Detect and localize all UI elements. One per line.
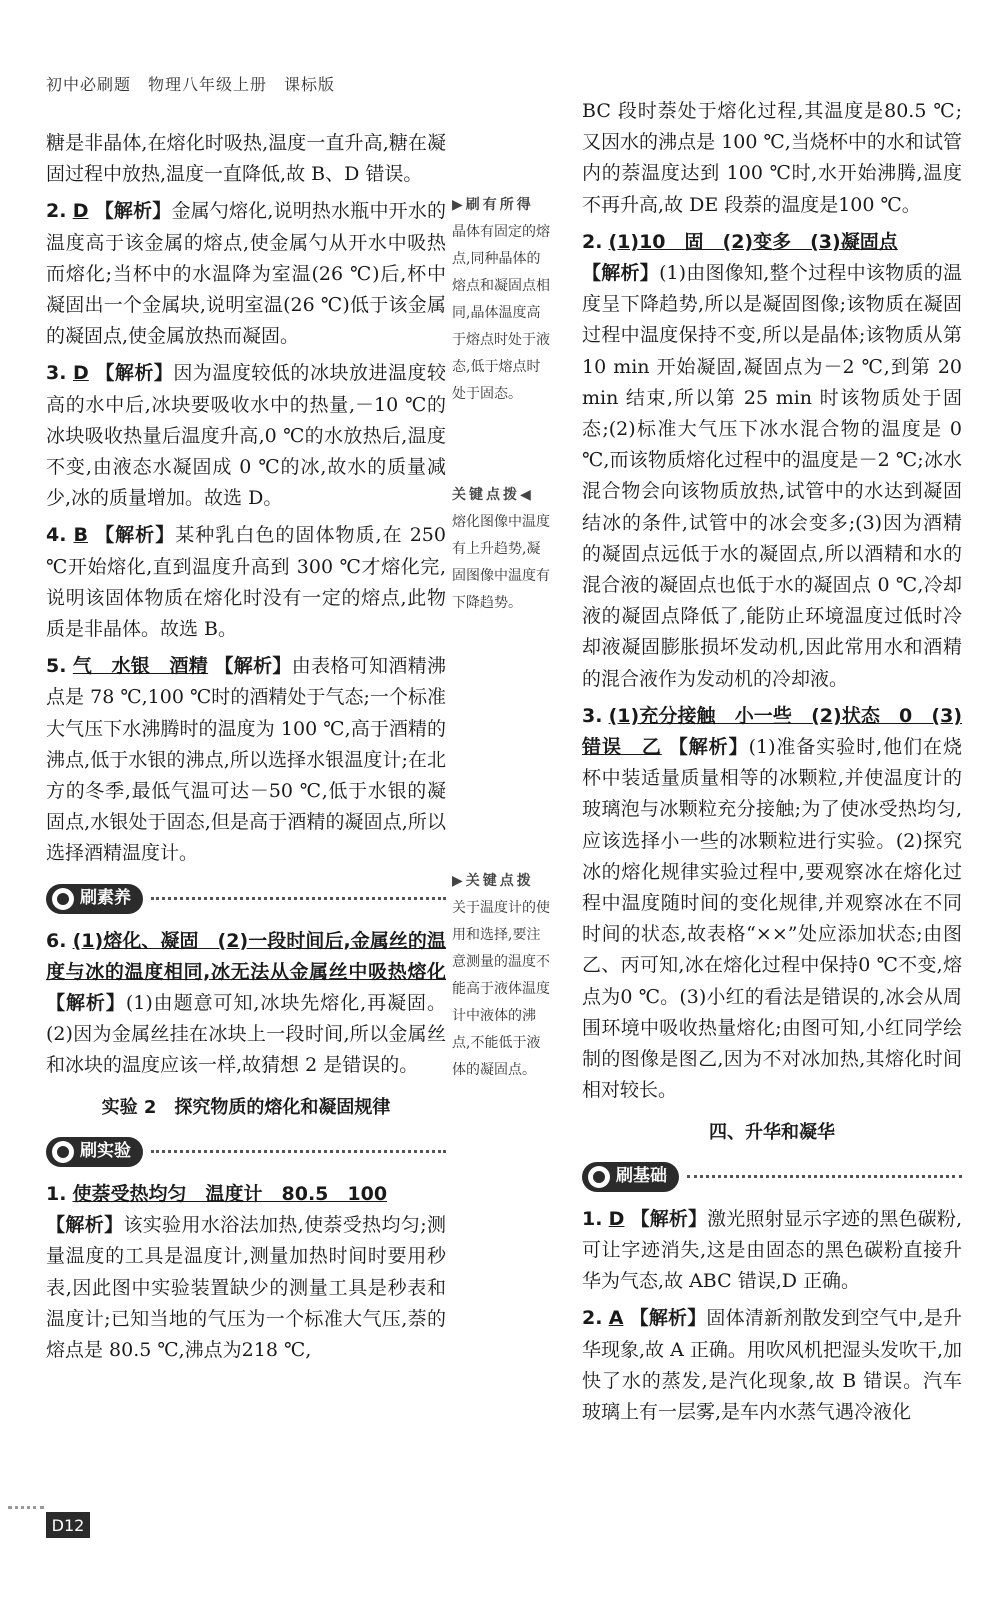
analysis-tag: 【解析】 bbox=[46, 992, 126, 1015]
section-badge-suyang bbox=[46, 882, 446, 916]
answer: D bbox=[608, 1207, 625, 1230]
footer-dots bbox=[8, 1506, 44, 1509]
question-6 bbox=[46, 926, 446, 1082]
analysis-text: (1)由图像知,整个过程中该物质的温度呈下降趋势,所以是凝固图像;该物质在凝固过程中温度保持不变,所以是晶体;该物质从第 10 min 开始凝固,凝固点为－2 ℃,到第 20 min 结束,所以第 25 min 时该物质处于固态;(2)标准大气压下冰水混合物的温度是 0 ℃,而该物质熔化过程中的温度是－2 ℃;冰水混合物会向该物质放热,试管中的水达到凝固结冰的条件,试管中的冰会变多;(3)因为酒精的凝固点远低于水的凝固点,所以酒精和水的混合液的凝固点也低于水的凝固点 0 ℃,冷却液的凝固点降低了,能防止环境温度过低时冷却液凝固膨胀损坏发动机,因此常用水和酒精的混合液作为发动机的冷却液。 bbox=[582, 262, 962, 690]
analysis-tag: 【解析】 bbox=[46, 1214, 124, 1237]
analysis-text: 该实验用水浴法加热,使萘受热均匀;测量温度的工具是温度计,测量加热时间时要用秒表,因此图中实验装置缺少的测量工具是秒表和温度计;已知当地的气压为一个标准大气压,萘的熔点是 80.5 ℃,沸点为218 ℃, bbox=[46, 1214, 446, 1361]
answer: 使萘受热均匀 温度计 80.5 100 bbox=[72, 1182, 388, 1205]
dotted-rule bbox=[687, 1175, 962, 1178]
answer: A bbox=[608, 1307, 624, 1330]
side-note-text: 关于温度计的使用和选择,要注意测量的温度不能高于液体温度计中液体的沸点,不能低于液体的凝固点。 bbox=[452, 900, 550, 1078]
badge-label: 刷基础 bbox=[616, 1166, 667, 1187]
brush-icon bbox=[588, 1166, 610, 1188]
analysis-tag: 【解析】 bbox=[582, 262, 660, 285]
question-number: 2. bbox=[46, 200, 67, 223]
answer: (1)充分接触 小一些 (2)状态 0 (3)错误 乙 bbox=[582, 704, 963, 759]
analysis-text: 激光照射显示字迹的黑色碳粉,可让字迹消失,这是由固态的黑色碳粉直接升华为气态,故 ABC 错误,D 正确。 bbox=[582, 1207, 962, 1293]
analysis-tag: 【解析】 bbox=[630, 1207, 708, 1230]
side-note-text: 熔化图像中温度有上升趋势,凝固图像中温度有下降趋势。 bbox=[452, 514, 550, 611]
side-note-heading: 关键点拨◀ bbox=[452, 487, 534, 503]
analysis-text: 某种乳白色的固体物质,在 250 ℃开始熔化,直到温度升高到 300 ℃才熔化完,说明该固体物质在熔化时没有一定的熔点,此物质是非晶体。故选 B。 bbox=[46, 524, 446, 641]
continued-paragraph: BC 段时萘处于熔化过程,其温度是80.5 ℃;又因水的沸点是 100 ℃,当烧杯中的水和试管内的萘温度达到 100 ℃时,水开始沸腾,温度不再升高,故 DE 段萘的温度是100 ℃。 bbox=[582, 100, 962, 216]
analysis-tag: 【解析】 bbox=[668, 736, 749, 759]
badge-label: 刷实验 bbox=[80, 1141, 131, 1162]
question-number: 3. bbox=[582, 704, 603, 727]
answer: (1)10 固 (2)变多 (3)凝固点 bbox=[608, 230, 898, 253]
side-note-heading: ▶关键点拨 bbox=[452, 873, 534, 889]
question-number: 2. bbox=[582, 1307, 603, 1330]
brush-icon bbox=[52, 888, 74, 910]
left-column bbox=[46, 128, 446, 1366]
question-number: 2. bbox=[582, 230, 603, 253]
question-2 bbox=[46, 196, 446, 352]
page-number: D12 bbox=[46, 1512, 90, 1538]
section-badge-jichu bbox=[582, 1160, 962, 1194]
dotted-rule bbox=[151, 1150, 446, 1153]
experiment-title: 实验 2 探究物质的熔化和凝固规律 bbox=[101, 1096, 391, 1118]
question-number: 1. bbox=[582, 1207, 603, 1230]
experiment-question-2 bbox=[582, 227, 962, 695]
running-header: 初中必刷题 物理八年级上册 课标版 bbox=[46, 75, 336, 94]
brush-icon bbox=[52, 1141, 74, 1163]
analysis-tag: 【解析】 bbox=[214, 655, 292, 678]
question-3 bbox=[46, 358, 446, 514]
analysis-tag: 【解析】 bbox=[95, 362, 174, 385]
question-number: 3. bbox=[46, 362, 67, 385]
badge-label: 刷素养 bbox=[80, 888, 131, 909]
badge bbox=[46, 884, 143, 914]
answer: D bbox=[73, 362, 89, 385]
side-note-text: 晶体有固定的熔点,同种晶体的熔点和凝固点相同,晶体温度高于熔点时处于液态,低于熔点时处于固态。 bbox=[452, 224, 550, 402]
question-number: 5. bbox=[46, 655, 67, 678]
question-4 bbox=[46, 520, 446, 645]
section-title: 四、升华和凝华 bbox=[709, 1121, 835, 1143]
question-number: 4. bbox=[46, 524, 67, 547]
answer: (1)熔化、凝固 (2)一段时间后,金属丝的温度与冰的温度相同,冰无法从金属丝中吸热熔化 bbox=[46, 929, 446, 983]
question-number: 6. bbox=[46, 929, 67, 952]
section-badge-shiyan bbox=[46, 1135, 446, 1169]
dotted-rule bbox=[151, 897, 446, 900]
analysis-text: (1)由题意可知,冰块先熔化,再凝固。(2)因为金属丝挂在冰块上一段时间,所以金属丝和冰块的温度应该一样,故猜想 2 是错误的。 bbox=[46, 992, 446, 1077]
side-note-3 bbox=[452, 868, 552, 1084]
analysis-tag: 【解析】 bbox=[629, 1307, 707, 1330]
badge bbox=[582, 1162, 679, 1192]
basic-question-2 bbox=[582, 1303, 962, 1428]
experiment-question-1 bbox=[46, 1179, 446, 1366]
question-number: 1. bbox=[46, 1182, 67, 1205]
analysis-text: 由表格可知酒精沸点是 78 ℃,100 ℃时的酒精处于气态;一个标准大气压下水沸腾时的温度为 100 ℃,高于酒精的沸点,低于水银的沸点,所以选择水银温度计;在北方的冬季,最低气温可达－50 ℃,低于水银的凝固点,水银处于固态,但是高于酒精的凝固点,所以选择酒精温度计。 bbox=[46, 655, 446, 865]
basic-question-1 bbox=[582, 1204, 962, 1298]
question-5 bbox=[46, 651, 446, 869]
answer: B bbox=[73, 524, 89, 547]
answer: 气 水银 酒精 bbox=[72, 655, 209, 678]
side-note-1 bbox=[452, 192, 552, 408]
badge bbox=[46, 1137, 143, 1167]
intro-paragraph: 糖是非晶体,在熔化时吸热,温度一直升高,糖在凝固过程中放热,温度一直降低,故 B、D 错误。 bbox=[46, 132, 446, 186]
analysis-text: 固体清新剂散发到空气中,是升华现象,故 A 正确。用吹风机把湿头发吹干,加快了水的蒸发,是汽化现象,故 B 错误。汽车玻璃上有一层雾,是车内水蒸气遇冷液化 bbox=[582, 1307, 962, 1423]
experiment-question-3 bbox=[582, 701, 962, 1107]
analysis-tag: 【解析】 bbox=[95, 524, 176, 547]
analysis-tag: 【解析】 bbox=[94, 200, 172, 223]
side-note-2 bbox=[452, 482, 552, 617]
side-note-heading: ▶刷有所得 bbox=[452, 197, 534, 213]
analysis-text: (1)准备实验时,他们在烧杯中装适量质量相等的冰颗粒,并使温度计的玻璃泡与冰颗粒充分接触;为了使冰受热均匀,应该选择小一些的冰颗粒进行实验。(2)探究冰的熔化规律实验过程中,要观察冰在熔化过程中温度随时间的变化规律,并观察冰在不同时间的状态,故表格“××”处应添加状态;由图乙、丙可知,冰在熔化过程中保持0 ℃不变,熔点为0 ℃。(3)小红的看法是错误的,冰会从周围环境中吸收热量熔化;由图可知,小红同学绘制的图像是图乙,因为不对冰加热,其熔化时间相对较长。 bbox=[582, 736, 962, 1102]
answer: D bbox=[72, 200, 89, 223]
right-column bbox=[582, 96, 962, 1428]
analysis-text: 因为温度较低的冰块放进温度较高的水中后,冰块要吸收水中的热量,－10 ℃的冰块吸收热量后温度升高,0 ℃的水放热后,温度不变,由液态水凝固成 0 ℃的冰,故水的质量减少,冰的质量增加。故选 D。 bbox=[46, 362, 446, 510]
analysis-text: 金属勺熔化,说明热水瓶中开水的温度高于该金属的熔点,使金属勺从开水中吸热而熔化;当杯中的水温降为室温(26 ℃)后,杯中凝固出一个金属块,说明室温(26 ℃)低于该金属的凝固点,使金属放热而凝固。 bbox=[46, 200, 447, 348]
